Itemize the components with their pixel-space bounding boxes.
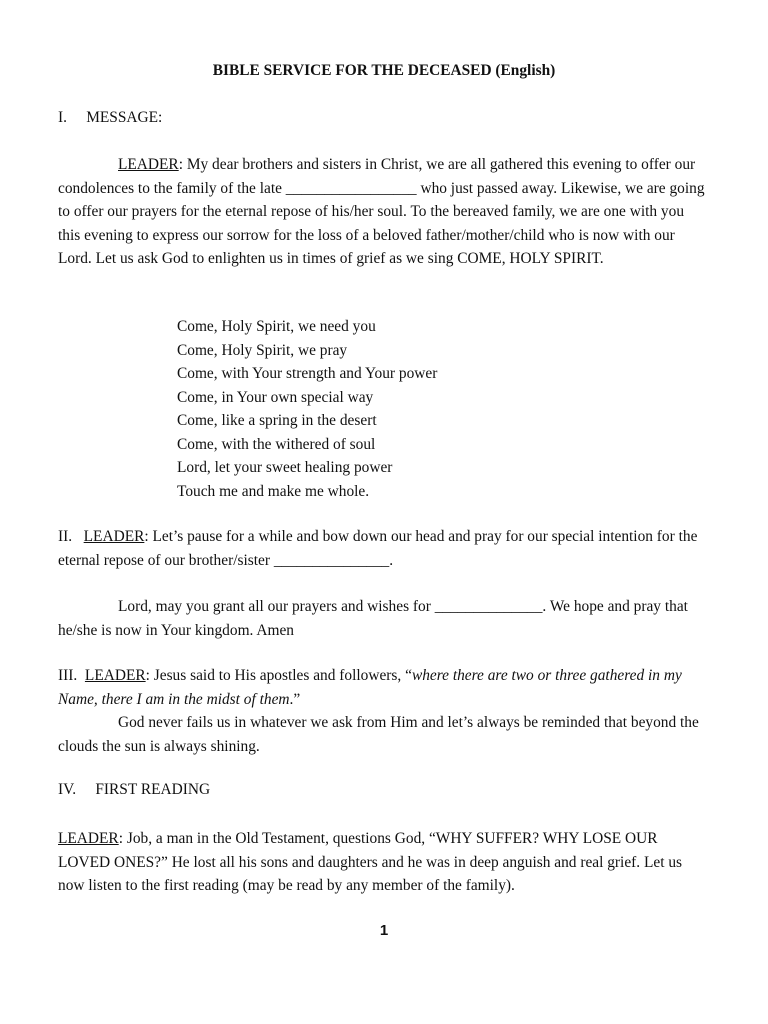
- hymn-line: Lord, let your sweet healing power: [177, 459, 393, 476]
- hymn-line: Come, Holy Spirit, we need you: [177, 318, 376, 335]
- first-reading-paragraph: [58, 827, 708, 898]
- pause-paragraph: [58, 525, 708, 572]
- section-heading-first-reading: IV. FIRST READING: [58, 781, 211, 798]
- hymn-line: Come, like a spring in the desert: [177, 412, 377, 429]
- section-number: III.: [58, 667, 85, 684]
- leader-label: LEADER: [118, 156, 179, 173]
- scripture-quote: where there are two or three gathered in my Name, there I am in the midst of them: [58, 667, 686, 708]
- page-number: 1: [379, 922, 389, 939]
- hymn-line: Come, with the withered of soul: [177, 435, 376, 453]
- leader-label: LEADER: [83, 528, 145, 545]
- prayer-paragraph: Lord, may you grant all our prayers and wishes for ______________. We hope and pray that he/she is now in Your kingdom. Amen: [58, 598, 688, 639]
- message-text: : My dear brothers and sisters in Christ, we are all gathered this evening to offer our condolences to the family of the late _________________ who just passed away. Likewise, we are going to offer our prayers for the eternal repose of his/her soul. To the bereaved family, we are one with you this evening to express our sorrow for the loss of a beloved father/mother/child who is now with our Lord. Let us ask God to enlighten us in times of grief as we sing COME, HOLY SPIRIT.: [58, 156, 705, 267]
- quote-close: .”: [289, 690, 301, 708]
- section-number: II.: [58, 528, 84, 545]
- leader-label: LEADER: [58, 830, 119, 847]
- document-title: BIBLE SERVICE FOR THE DECEASED (English): [212, 62, 556, 79]
- hymn-line: Come, Holy Spirit, we pray: [177, 341, 348, 359]
- message-paragraph: [58, 153, 708, 271]
- reminder-paragraph: God never fails us in whatever we ask from Him and let’s always be reminded that beyond the clouds the sun is always shining.: [58, 714, 699, 755]
- leader-label: LEADER: [84, 667, 146, 684]
- hymn-lyrics: [177, 315, 437, 503]
- hymn-line: Touch me and make me whole.: [177, 482, 370, 500]
- first-reading-text: : Job, a man in the Old Testament, questions God, “WHY SUFFER? WHY LOSE OUR LOVED ONES?” He lost all his sons and daughters and he was in deep anguish and real grief. Let us now listen to the first reading (may be read by any member of the family).: [58, 830, 683, 894]
- section-heading-message: I. MESSAGE:: [58, 109, 163, 126]
- quote-intro: : Jesus said to His apostles and followers, “: [145, 667, 412, 684]
- hymn-line: Come, with Your strength and Your power: [177, 365, 438, 382]
- hymn-line: Come, in Your own special way: [177, 388, 374, 406]
- quote-paragraph: [58, 664, 708, 711]
- pause-text: : Let’s pause for a while and bow down our head and pray for our special intention for the eternal repose of our brother/sister _______________.: [58, 528, 702, 569]
